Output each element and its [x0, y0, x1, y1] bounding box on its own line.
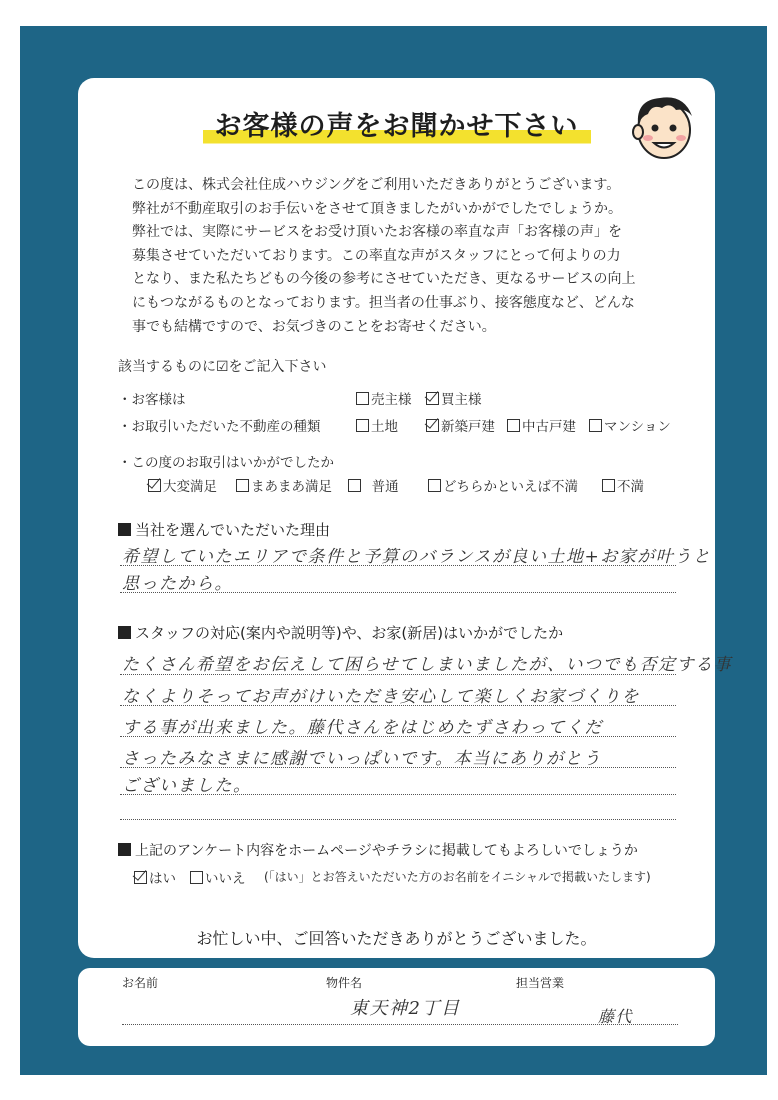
question-satisfaction-label: ・この度のお取引はいかがでしたか: [118, 455, 334, 471]
answer-line-divider: [120, 674, 676, 675]
checkbox[interactable]: [589, 419, 602, 432]
staff-answer-line: さったみなさまに感謝でいっぱいです。本当にありがとう: [122, 749, 602, 769]
answer-line-divider: [120, 592, 676, 593]
checkbox[interactable]: [507, 419, 520, 432]
mascot-face-icon: [626, 90, 702, 162]
checkbox-checked[interactable]: [426, 392, 439, 405]
option-somewhat-unsatisfied[interactable]: どちらかといえば不満: [428, 475, 578, 495]
option-publish-no[interactable]: いいえ: [190, 867, 246, 887]
question-customer-label: ・お客様は: [118, 392, 186, 408]
square-bullet-icon: [118, 843, 131, 856]
intro-line: 募集させていただいております。この率直な声がスタッフにとって何よりの力: [132, 247, 621, 264]
square-bullet-icon: [118, 626, 131, 639]
section-staff-heading: スタッフの対応(案内や説明等)や、お家(新居)はいかがでしたか: [118, 622, 563, 643]
signature-card: [78, 968, 715, 1046]
option-unsatisfied[interactable]: 不満: [602, 475, 644, 495]
option-land[interactable]: 土地: [356, 415, 398, 435]
publish-note: (「はい」とお答えいただいた方のお名前をイニシャルで掲載いたします): [264, 870, 651, 884]
option-very-satisfied[interactable]: 大変満足: [148, 475, 217, 495]
section-publish-heading: 上記のアンケート内容をホームページやチラシに掲載してもよろしいでしょうか: [118, 840, 638, 860]
checkbox[interactable]: [356, 419, 369, 432]
option-seller[interactable]: 売主様: [356, 388, 412, 408]
intro-line: 事でも結構ですので、お気づきのことをお寄せください。: [132, 318, 496, 335]
checkbox[interactable]: [236, 479, 249, 492]
checkbox-checked[interactable]: [426, 419, 439, 432]
option-used-house[interactable]: 中古戸建: [507, 415, 576, 435]
checkbox[interactable]: [602, 479, 615, 492]
checkbox-checked[interactable]: [134, 871, 147, 884]
reason-answer-line: 思ったから。: [122, 574, 233, 594]
staff-answer-line: たくさん希望をお伝えして困らせてしまいましたが、いつでも否定する事: [122, 655, 732, 675]
intro-text: [132, 174, 692, 339]
staff-answer-line: する事が出来ました。藤代さんをはじめたずさわってくだ: [122, 718, 603, 738]
staff-answer-line: なくよりそってお声がけいただき安心して楽しくお家づくりを: [122, 687, 640, 707]
question-property-label: ・お取引いただいた不動産の種類: [118, 419, 321, 435]
instruction-text: 該当するものに☑をご記入下さい: [118, 359, 327, 375]
option-publish-yes[interactable]: はい: [134, 867, 176, 887]
intro-line: 弊社が不動産取引のお手伝いをさせて頂きましたがいかがでしたでしょうか。: [132, 200, 622, 217]
answer-line-divider: [120, 705, 676, 706]
option-new-house[interactable]: 新築戸建: [426, 415, 495, 435]
answer-line-divider: [120, 767, 676, 768]
reason-answer-line: 希望していたエリアで条件と予算のバランスが良い土地+お家が叶うと: [122, 547, 712, 567]
option-neutral[interactable]: 普通: [348, 475, 399, 495]
option-somewhat-satisfied[interactable]: まあまあ満足: [236, 475, 332, 495]
checkbox[interactable]: [190, 871, 203, 884]
signature-line: [122, 1024, 678, 1025]
footer-thanks: お忙しい中、ご回答いただきありがとうございました。: [196, 929, 597, 948]
checkbox[interactable]: [428, 479, 441, 492]
checkbox[interactable]: [348, 479, 361, 492]
option-mansion[interactable]: マンション: [589, 415, 671, 435]
intro-line: にもつながるものとなっております。担当者の仕事ぶり、接客態度など、どんな: [132, 294, 635, 311]
property-value: 東天神2丁目: [350, 998, 461, 1019]
intro-line: この度は、株式会社住成ハウジングをご利用いただきありがとうございます。: [132, 177, 621, 193]
checkbox[interactable]: [356, 392, 369, 405]
intro-line: 弊社では、実際にサービスをお受け頂いたお客様の率直な声「お客様の声」を: [132, 224, 622, 241]
property-label: 物件名: [326, 976, 363, 990]
square-bullet-icon: [118, 523, 131, 536]
staff-answer-line: ございました。: [122, 776, 252, 796]
intro-line: となり、また私たちどもの今後の参考にさせていただき、更なるサービスの向上: [132, 271, 636, 288]
section-reason-heading: 当社を選んでいただいた理由: [118, 519, 330, 540]
answer-line-divider: [120, 736, 676, 737]
survey-card: [78, 78, 732, 958]
checkbox-checked[interactable]: [148, 479, 161, 492]
option-buyer[interactable]: 買主様: [426, 388, 482, 408]
name-label: お名前: [122, 976, 159, 990]
page-title: お客様の声をお聞かせ下さい: [203, 104, 591, 147]
answer-line-divider: [120, 565, 676, 566]
answer-line-divider: [120, 819, 676, 820]
staff-label: 担当営業: [516, 976, 565, 990]
answer-line-divider: [120, 794, 676, 795]
staff-value: 藤代: [598, 1007, 634, 1026]
